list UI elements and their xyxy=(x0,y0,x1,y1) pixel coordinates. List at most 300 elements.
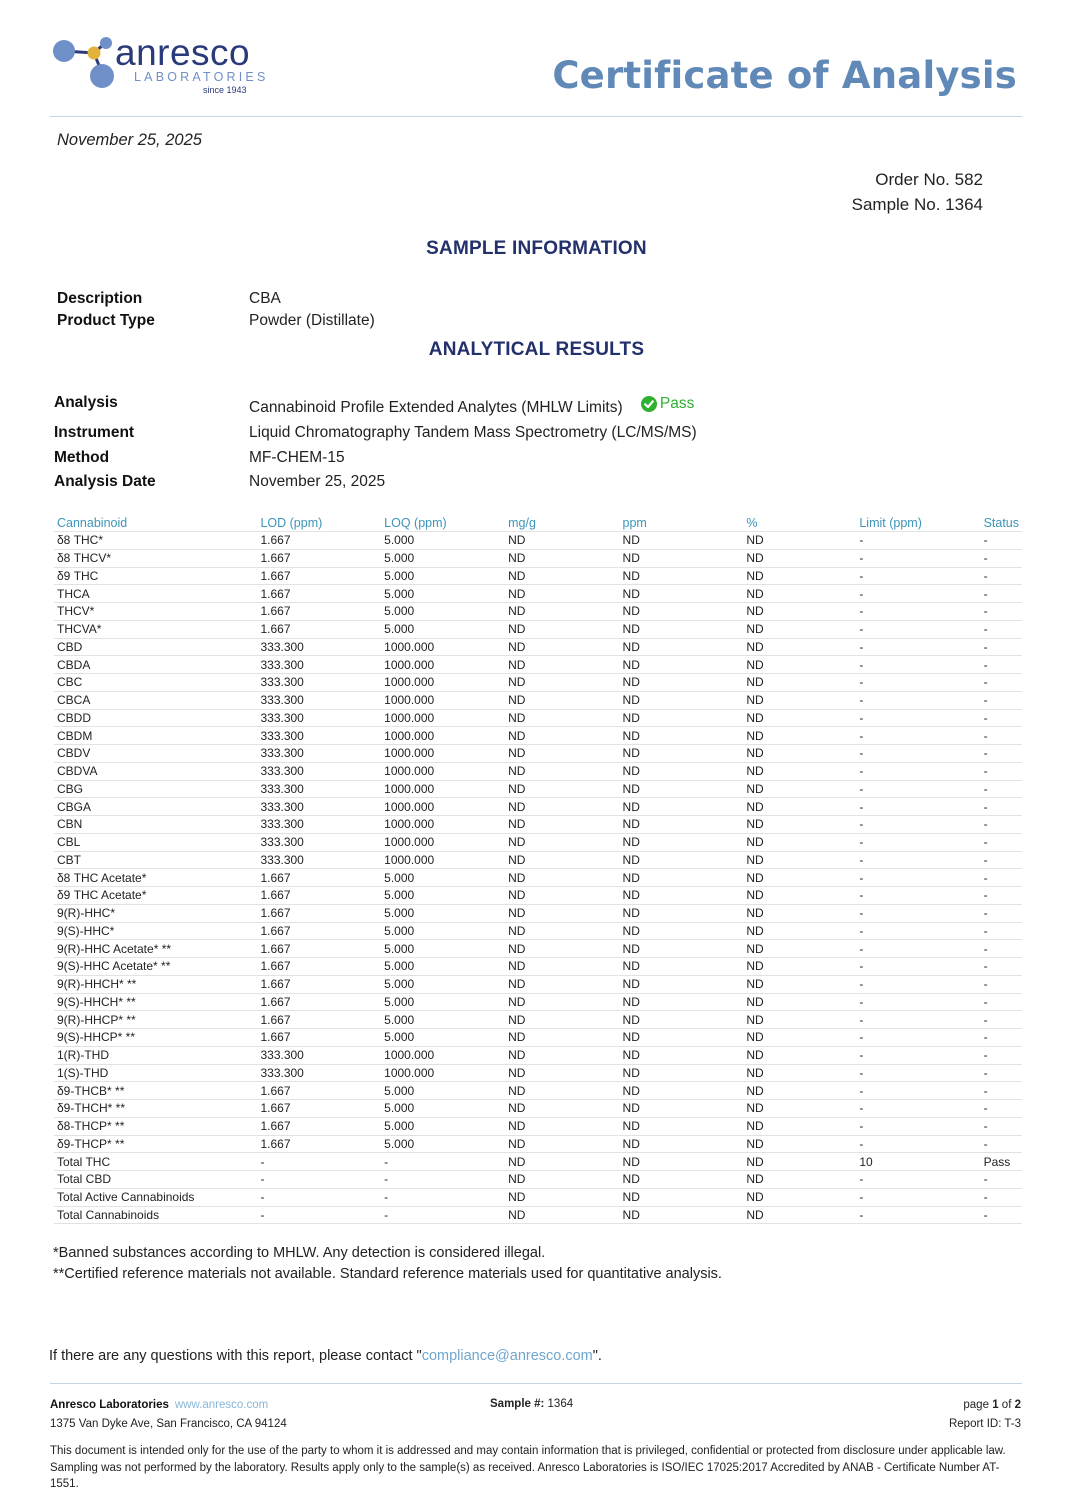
table-cell: 5.000 xyxy=(381,922,505,940)
table-cell: Total Active Cannabinoids xyxy=(54,1188,257,1206)
table-cell: - xyxy=(981,603,1022,621)
table-cell: ND xyxy=(620,567,744,585)
table-cell: ND xyxy=(620,1117,744,1135)
table-cell: 1000.000 xyxy=(381,727,505,745)
table-cell: - xyxy=(981,745,1022,763)
table-row xyxy=(54,709,1022,727)
table-cell: ND xyxy=(743,745,856,763)
table-cell: ND xyxy=(620,1082,744,1100)
sample-information-heading: SAMPLE INFORMATION xyxy=(426,238,647,259)
table-cell: ND xyxy=(620,638,744,656)
table-cell: ND xyxy=(620,709,744,727)
table-cell: 5.000 xyxy=(381,887,505,905)
table-cell: - xyxy=(856,922,980,940)
table-cell: 9(R)-HHCP* ** xyxy=(54,1011,257,1029)
table-cell: ND xyxy=(505,1011,619,1029)
table-cell: - xyxy=(981,567,1022,585)
table-cell: ND xyxy=(505,1082,619,1100)
table-cell: ND xyxy=(505,1135,619,1153)
table-cell: - xyxy=(981,869,1022,887)
table-cell: δ9 THC xyxy=(54,567,257,585)
table-cell: ND xyxy=(743,1171,856,1189)
table-cell: 5.000 xyxy=(381,1029,505,1047)
report-date: November 25, 2025 xyxy=(57,131,202,149)
table-cell: - xyxy=(981,691,1022,709)
table-cell: ND xyxy=(505,674,619,692)
contact-line xyxy=(49,1348,602,1364)
table-cell: ND xyxy=(743,993,856,1011)
table-cell: - xyxy=(381,1206,505,1224)
table-cell: - xyxy=(981,798,1022,816)
table-row xyxy=(54,904,1022,922)
table-cell: ND xyxy=(505,532,619,550)
table-cell: 9(S)-HHC Acetate* ** xyxy=(54,958,257,976)
table-row xyxy=(54,1206,1022,1224)
table-cell: 333.300 xyxy=(257,727,381,745)
table-cell: δ9-THCH* ** xyxy=(54,1100,257,1118)
table-cell: ND xyxy=(743,1188,856,1206)
table-cell: ND xyxy=(743,620,856,638)
table-cell: - xyxy=(856,851,980,869)
table-cell: 1.667 xyxy=(257,585,381,603)
table-cell: - xyxy=(856,585,980,603)
footer-address: 1375 Van Dyke Ave, San Francisco, CA 94124 xyxy=(50,1418,287,1430)
table-row xyxy=(54,1153,1022,1171)
table-cell: - xyxy=(981,762,1022,780)
table-header-row xyxy=(54,514,1022,532)
table-cell: 1000.000 xyxy=(381,851,505,869)
table-cell: ND xyxy=(505,958,619,976)
table-cell: CBG xyxy=(54,780,257,798)
footnotes xyxy=(53,1243,722,1285)
page-indicator xyxy=(949,1396,1021,1415)
table-cell: ND xyxy=(505,1064,619,1082)
table-cell: ND xyxy=(620,1029,744,1047)
table-cell: - xyxy=(981,620,1022,638)
table-cell: ND xyxy=(743,1082,856,1100)
table-cell: 1000.000 xyxy=(381,780,505,798)
table-cell: 333.300 xyxy=(257,798,381,816)
table-cell: 333.300 xyxy=(257,638,381,656)
table-cell: ND xyxy=(505,1153,619,1171)
table-cell: 9(S)-HHCH* ** xyxy=(54,993,257,1011)
table-cell: ND xyxy=(620,549,744,567)
table-row xyxy=(54,1011,1022,1029)
table-cell: ND xyxy=(743,816,856,834)
report-id: Report ID: T-3 xyxy=(948,1418,1021,1430)
table-cell: - xyxy=(981,585,1022,603)
table-cell: ND xyxy=(743,1029,856,1047)
logo-since: since 1943 xyxy=(203,85,247,95)
table-cell: 333.300 xyxy=(257,816,381,834)
table-cell: ND xyxy=(620,1135,744,1153)
table-cell: ND xyxy=(505,887,619,905)
table-cell: 1000.000 xyxy=(381,691,505,709)
table-cell: ND xyxy=(743,780,856,798)
table-cell: - xyxy=(856,975,980,993)
footer-website-link[interactable]: www.anresco.com xyxy=(174,1399,269,1411)
table-row xyxy=(54,674,1022,692)
table-cell: THCA xyxy=(54,585,257,603)
table-row xyxy=(54,585,1022,603)
table-cell: 10 xyxy=(856,1153,980,1171)
table-cell: ND xyxy=(743,691,856,709)
header-divider xyxy=(50,116,1022,117)
table-cell: - xyxy=(381,1153,505,1171)
table-cell: ND xyxy=(620,532,744,550)
table-cell: - xyxy=(981,1082,1022,1100)
table-cell: 1000.000 xyxy=(381,833,505,851)
table-row xyxy=(54,798,1022,816)
table-cell: 5.000 xyxy=(381,904,505,922)
table-cell: ND xyxy=(743,603,856,621)
footer-sample-label: Sample #: xyxy=(490,1398,545,1410)
footer-sample-value: 1364 xyxy=(547,1398,574,1410)
table-cell: ND xyxy=(620,780,744,798)
table-cell: ND xyxy=(743,833,856,851)
table-cell: 5.000 xyxy=(381,585,505,603)
table-cell: Total THC xyxy=(54,1153,257,1171)
table-row xyxy=(54,1029,1022,1047)
table-cell: - xyxy=(381,1188,505,1206)
table-row xyxy=(54,549,1022,567)
table-cell: - xyxy=(981,532,1022,550)
table-cell: - xyxy=(856,869,980,887)
footer-company-name: Anresco Laboratories xyxy=(50,1399,169,1411)
page-total: 2 xyxy=(1014,1399,1021,1411)
table-cell: 9(S)-HHC* xyxy=(54,922,257,940)
table-cell: - xyxy=(856,1064,980,1082)
page-current: 1 xyxy=(992,1399,999,1411)
contact-email-link[interactable]: compliance@anresco.com xyxy=(421,1348,593,1364)
table-cell: ND xyxy=(620,993,744,1011)
table-cell: 5.000 xyxy=(381,958,505,976)
table-row xyxy=(54,780,1022,798)
sample-number: Sample No. 1364 xyxy=(851,195,983,214)
table-row xyxy=(54,816,1022,834)
column-header: Cannabinoid xyxy=(54,514,257,532)
table-cell: 1000.000 xyxy=(381,709,505,727)
field-value: CBA xyxy=(249,290,281,307)
table-cell: 5.000 xyxy=(381,1100,505,1118)
table-cell: 1.667 xyxy=(257,869,381,887)
table-row xyxy=(54,851,1022,869)
table-cell: 1.667 xyxy=(257,1117,381,1135)
table-cell: 333.300 xyxy=(257,745,381,763)
table-cell: - xyxy=(981,940,1022,958)
cannabinoid-results-table xyxy=(54,514,1022,1224)
table-cell: ND xyxy=(620,1188,744,1206)
table-cell: ND xyxy=(620,975,744,993)
table-cell: ND xyxy=(620,922,744,940)
table-cell: ND xyxy=(505,567,619,585)
table-cell: ND xyxy=(743,798,856,816)
table-cell: 9(R)-HHC* xyxy=(54,904,257,922)
table-cell: - xyxy=(856,691,980,709)
table-cell: - xyxy=(856,1046,980,1064)
table-cell: ND xyxy=(743,1206,856,1224)
table-row xyxy=(54,727,1022,745)
table-row xyxy=(54,745,1022,763)
table-cell: Pass xyxy=(981,1153,1022,1171)
table-cell: - xyxy=(981,656,1022,674)
table-cell: CBDD xyxy=(54,709,257,727)
table-cell: - xyxy=(981,922,1022,940)
table-cell: 5.000 xyxy=(381,975,505,993)
table-cell: ND xyxy=(743,1046,856,1064)
table-cell: 5.000 xyxy=(381,567,505,585)
molecule-logo-icon xyxy=(52,36,122,92)
table-cell: - xyxy=(856,993,980,1011)
table-cell: CBGA xyxy=(54,798,257,816)
column-header: LOD (ppm) xyxy=(257,514,381,532)
field-label: Analysis Date xyxy=(54,473,156,490)
table-cell: 9(R)-HHCH* ** xyxy=(54,975,257,993)
table-cell: - xyxy=(856,727,980,745)
table-cell: ND xyxy=(505,1046,619,1064)
table-cell: - xyxy=(856,1100,980,1118)
field-value: Powder (Distillate) xyxy=(249,312,375,329)
table-cell: ND xyxy=(620,1206,744,1224)
table-cell: CBDV xyxy=(54,745,257,763)
table-cell: ND xyxy=(505,620,619,638)
table-cell: - xyxy=(257,1153,381,1171)
table-cell: CBCA xyxy=(54,691,257,709)
table-cell: - xyxy=(981,1117,1022,1135)
table-cell: - xyxy=(981,958,1022,976)
table-cell: 1000.000 xyxy=(381,674,505,692)
table-cell: ND xyxy=(505,798,619,816)
table-cell: ND xyxy=(620,1171,744,1189)
table-cell: - xyxy=(981,674,1022,692)
table-cell: - xyxy=(856,833,980,851)
table-cell: ND xyxy=(743,674,856,692)
table-row xyxy=(54,656,1022,674)
table-cell: ND xyxy=(505,1117,619,1135)
table-cell: ND xyxy=(620,833,744,851)
table-cell: 5.000 xyxy=(381,620,505,638)
table-cell: 5.000 xyxy=(381,549,505,567)
table-row xyxy=(54,869,1022,887)
table-cell: ND xyxy=(620,1100,744,1118)
table-cell: δ8 THC* xyxy=(54,532,257,550)
table-cell: δ9-THCP* ** xyxy=(54,1135,257,1153)
table-cell: ND xyxy=(620,851,744,869)
table-cell: - xyxy=(856,780,980,798)
table-cell: - xyxy=(856,620,980,638)
field-label: Description xyxy=(57,290,143,307)
table-cell: - xyxy=(856,798,980,816)
table-cell: - xyxy=(981,851,1022,869)
table-cell: ND xyxy=(505,762,619,780)
field-label: Analysis xyxy=(54,394,118,411)
table-row xyxy=(54,1117,1022,1135)
table-cell: ND xyxy=(743,975,856,993)
table-cell: ND xyxy=(620,1011,744,1029)
table-cell: ND xyxy=(620,691,744,709)
table-cell: Total CBD xyxy=(54,1171,257,1189)
table-cell: δ9-THCB* ** xyxy=(54,1082,257,1100)
footnote-banned: *Banned substances according to MHLW. Any detection is considered illegal. xyxy=(53,1245,546,1261)
table-cell: 1.667 xyxy=(257,975,381,993)
table-cell: 1.667 xyxy=(257,1135,381,1153)
table-cell: ND xyxy=(620,1046,744,1064)
table-cell: 5.000 xyxy=(381,1117,505,1135)
table-cell: - xyxy=(981,638,1022,656)
table-cell: THCV* xyxy=(54,603,257,621)
table-cell: ND xyxy=(743,940,856,958)
field-label: Product Type xyxy=(57,312,155,329)
table-cell: 5.000 xyxy=(381,1135,505,1153)
table-cell: ND xyxy=(743,922,856,940)
table-cell: ND xyxy=(743,1064,856,1082)
table-cell: - xyxy=(856,1171,980,1189)
table-cell: 1.667 xyxy=(257,1100,381,1118)
table-cell: 333.300 xyxy=(257,656,381,674)
table-cell: ND xyxy=(743,762,856,780)
table-row xyxy=(54,603,1022,621)
table-cell: ND xyxy=(620,798,744,816)
table-cell: ND xyxy=(743,549,856,567)
table-cell: 333.300 xyxy=(257,1064,381,1082)
table-cell: 1.667 xyxy=(257,549,381,567)
table-cell: ND xyxy=(620,940,744,958)
table-cell: 5.000 xyxy=(381,603,505,621)
table-cell: 1.667 xyxy=(257,1011,381,1029)
table-cell: ND xyxy=(743,638,856,656)
table-cell: - xyxy=(981,1064,1022,1082)
table-cell: 1000.000 xyxy=(381,1046,505,1064)
table-row xyxy=(54,532,1022,550)
table-cell: ND xyxy=(620,603,744,621)
table-cell: - xyxy=(981,709,1022,727)
table-cell: - xyxy=(981,1171,1022,1189)
table-cell: - xyxy=(856,1011,980,1029)
table-cell: ND xyxy=(505,1188,619,1206)
table-cell: ND xyxy=(505,904,619,922)
table-cell: CBT xyxy=(54,851,257,869)
table-row xyxy=(54,975,1022,993)
table-cell: 1000.000 xyxy=(381,656,505,674)
table-cell: - xyxy=(856,1206,980,1224)
table-row xyxy=(54,993,1022,1011)
analysis-status-text: Pass xyxy=(659,395,695,412)
table-cell: ND xyxy=(505,975,619,993)
page-word: page xyxy=(963,1399,989,1411)
table-cell: ND xyxy=(620,816,744,834)
order-number: Order No. 582 xyxy=(875,170,983,189)
table-cell: ND xyxy=(505,1100,619,1118)
table-cell: 1.667 xyxy=(257,603,381,621)
table-cell: - xyxy=(981,1029,1022,1047)
table-row xyxy=(54,567,1022,585)
table-cell: 1.667 xyxy=(257,620,381,638)
document-title: Certificate of Analysis xyxy=(552,54,1017,97)
footer-divider xyxy=(50,1383,1022,1384)
company-logo xyxy=(52,32,282,98)
table-cell: 9(R)-HHC Acetate* ** xyxy=(54,940,257,958)
table-cell: δ8-THCP* ** xyxy=(54,1117,257,1135)
table-cell: - xyxy=(856,958,980,976)
column-header: Status xyxy=(981,514,1022,532)
table-cell: ND xyxy=(620,620,744,638)
table-cell: - xyxy=(257,1171,381,1189)
table-row xyxy=(54,762,1022,780)
table-cell: ND xyxy=(620,904,744,922)
column-header: LOQ (ppm) xyxy=(381,514,505,532)
table-cell: - xyxy=(981,1046,1022,1064)
table-cell: - xyxy=(856,1117,980,1135)
table-cell: ND xyxy=(743,1117,856,1135)
column-header: Limit (ppm) xyxy=(856,514,980,532)
table-cell: 1.667 xyxy=(257,922,381,940)
table-row xyxy=(54,620,1022,638)
table-cell: 9(S)-HHCP* ** xyxy=(54,1029,257,1047)
table-cell: - xyxy=(856,603,980,621)
table-cell: δ8 THC Acetate* xyxy=(54,869,257,887)
table-cell: 1.667 xyxy=(257,958,381,976)
table-cell: ND xyxy=(620,887,744,905)
table-cell: ND xyxy=(505,727,619,745)
table-cell: ND xyxy=(743,585,856,603)
footer-company-info xyxy=(50,1396,287,1434)
legal-disclaimer: This document is intended only for the use of the party to whom it is addressed and may contain information that is privileged, confidential or protected from disclosure under applicable law. Sampling was not performed by the laboratory. Results apply only to the sample(s) as received. Anresco Laboratories is ISO/IEC 17025:2017 Accredited by ANAB - Certificate Number AT-1551. xyxy=(50,1445,1006,1490)
logo-brand-text: anresco xyxy=(115,32,251,73)
table-cell: 1000.000 xyxy=(381,798,505,816)
table-cell: 1.667 xyxy=(257,1082,381,1100)
table-cell: ND xyxy=(743,958,856,976)
table-cell: ND xyxy=(505,922,619,940)
table-cell: ND xyxy=(743,567,856,585)
table-cell: 5.000 xyxy=(381,1082,505,1100)
table-cell: 333.300 xyxy=(257,780,381,798)
field-value: Liquid Chromatography Tandem Mass Spectrometry (LC/MS/MS) xyxy=(249,424,697,441)
table-cell: 1.667 xyxy=(257,532,381,550)
table-cell: ND xyxy=(505,585,619,603)
field-value: November 25, 2025 xyxy=(249,473,386,490)
table-cell: - xyxy=(856,762,980,780)
table-cell: ND xyxy=(743,1100,856,1118)
table-cell: - xyxy=(856,745,980,763)
table-cell: ND xyxy=(505,656,619,674)
table-cell: ND xyxy=(743,1153,856,1171)
table-cell: - xyxy=(856,904,980,922)
table-cell: ND xyxy=(505,851,619,869)
order-info xyxy=(852,167,983,217)
table-cell: 1000.000 xyxy=(381,816,505,834)
table-cell: 1.667 xyxy=(257,887,381,905)
table-cell: 333.300 xyxy=(257,709,381,727)
table-row xyxy=(54,833,1022,851)
table-cell: 1(R)-THD xyxy=(54,1046,257,1064)
table-cell: ND xyxy=(505,603,619,621)
table-cell: CBDVA xyxy=(54,762,257,780)
contact-prefix: If there are any questions with this report, please contact " xyxy=(49,1348,422,1364)
table-cell: - xyxy=(856,940,980,958)
table-cell: - xyxy=(856,1029,980,1047)
table-cell: - xyxy=(856,816,980,834)
table-cell: 1.667 xyxy=(257,904,381,922)
table-cell: ND xyxy=(743,532,856,550)
table-cell: - xyxy=(381,1171,505,1189)
table-cell: 333.300 xyxy=(257,1046,381,1064)
table-cell: 5.000 xyxy=(381,869,505,887)
table-cell: - xyxy=(856,887,980,905)
contact-suffix: ". xyxy=(592,1348,602,1364)
table-cell: - xyxy=(981,904,1022,922)
table-row xyxy=(54,1082,1022,1100)
table-cell: ND xyxy=(743,887,856,905)
